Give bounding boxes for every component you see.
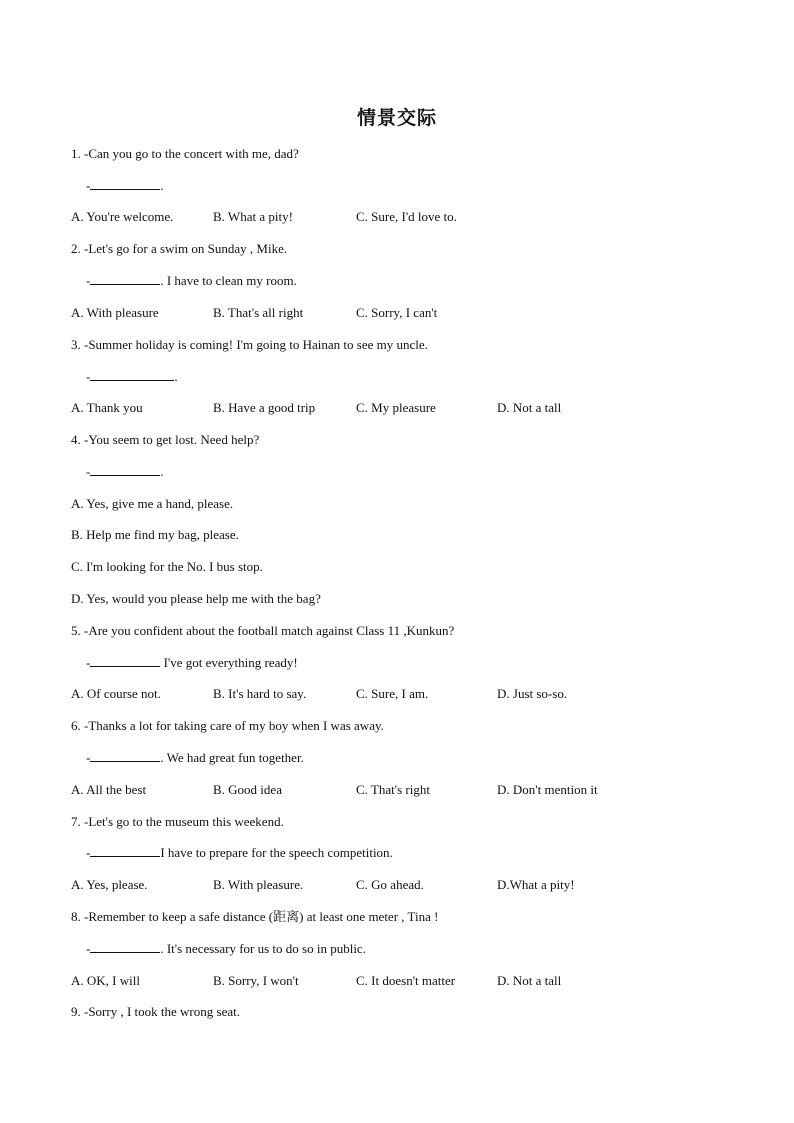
option-c: C. My pleasure xyxy=(356,400,436,415)
option-b: B. It's hard to say. xyxy=(213,686,307,701)
option-d: D. Not a tall xyxy=(497,400,562,415)
answer-line: - . xyxy=(86,464,164,479)
option-c: C. That's right xyxy=(356,782,430,797)
option-a: A. Of course not. xyxy=(71,686,161,701)
option-d: D. Yes, would you please help me with the bag? xyxy=(71,591,321,606)
answer-line: - I've got everything ready! xyxy=(86,655,298,670)
option-a: A. OK, I will xyxy=(71,973,140,988)
option-a: A. You're welcome. xyxy=(71,209,174,224)
option-b: B. What a pity! xyxy=(213,209,293,224)
option-a: A. Thank you xyxy=(71,400,143,415)
page-title: 情景交际 xyxy=(356,107,437,129)
option-b: B. That's all right xyxy=(213,305,304,320)
option-d: D. Just so-so. xyxy=(497,686,568,701)
option-d: D.What a pity! xyxy=(497,877,575,892)
answer-blank[interactable] xyxy=(90,464,160,476)
question-prompt: 4. -You seem to get lost. Need help? xyxy=(71,432,260,447)
option-a: A. With pleasure xyxy=(71,305,159,320)
option-b: B. With pleasure. xyxy=(213,877,304,892)
option-a: A. Yes, please. xyxy=(71,877,148,892)
question-prompt: 2. -Let's go for a swim on Sunday , Mike. xyxy=(71,241,288,256)
question-prompt: 1. -Can you go to the concert with me, dad? xyxy=(71,146,299,161)
option-c: C. Sorry, I can't xyxy=(356,305,438,320)
answer-blank[interactable] xyxy=(90,750,160,762)
question-prompt: 7. -Let's go to the museum this weekend. xyxy=(71,814,284,829)
question-prompt: 5. -Are you confident about the football match against Class 11 ,Kunkun? xyxy=(71,623,455,638)
answer-line: - I have to prepare for the speech competition. xyxy=(86,845,393,860)
option-b: B. Help me find my bag, please. xyxy=(71,527,239,542)
question-prompt: 9. -Sorry , I took the wrong seat. xyxy=(71,1004,240,1019)
answer-blank[interactable] xyxy=(90,369,174,381)
option-d: D. Don't mention it xyxy=(497,782,598,797)
option-c: C. Sure, I'd love to. xyxy=(356,209,457,224)
question-prompt: 6. -Thanks a lot for taking care of my boy when I was away. xyxy=(71,718,384,733)
option-a: A. All the best xyxy=(71,782,147,797)
answer-line: - . We had great fun together. xyxy=(86,750,304,765)
answer-blank[interactable] xyxy=(90,655,160,667)
answer-blank[interactable] xyxy=(90,178,160,190)
option-c: C. Sure, I am. xyxy=(356,686,429,701)
question-prompt: 3. -Summer holiday is coming! I'm going to Hainan to see my uncle. xyxy=(71,337,428,352)
question-prompt: 8. -Remember to keep a safe distance (距离) at least one meter , Tina ! xyxy=(71,909,439,924)
answer-line: - . I have to clean my room. xyxy=(86,273,297,288)
option-b: B. Have a good trip xyxy=(213,400,316,415)
answer-line: - . xyxy=(86,178,164,193)
answer-line: - . xyxy=(86,369,178,384)
option-b: B. Good idea xyxy=(213,782,282,797)
option-d: D. Not a tall xyxy=(497,973,562,988)
option-c: C. Go ahead. xyxy=(356,877,424,892)
answer-line: - . It's necessary for us to do so in public. xyxy=(86,941,366,956)
option-c: C. I'm looking for the No. I bus stop. xyxy=(71,559,263,574)
answer-blank[interactable] xyxy=(90,941,160,953)
answer-blank[interactable] xyxy=(90,273,160,285)
answer-blank[interactable] xyxy=(90,845,160,857)
option-c: C. It doesn't matter xyxy=(356,973,456,988)
option-b: B. Sorry, I won't xyxy=(213,973,299,988)
option-a: A. Yes, give me a hand, please. xyxy=(71,496,234,511)
